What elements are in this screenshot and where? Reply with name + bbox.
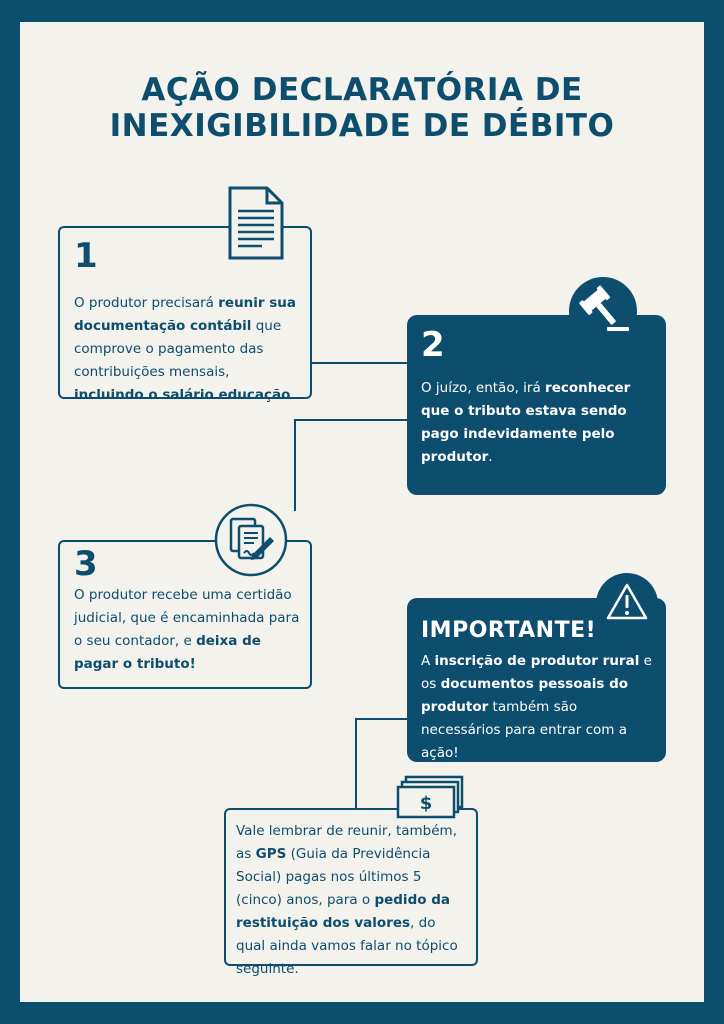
connector-2-3-v — [294, 419, 296, 511]
step-1-number: 1 — [74, 236, 98, 276]
important-heading: IMPORTANTE! — [421, 618, 597, 643]
documents-sign-icon — [214, 503, 288, 581]
connector-imp-h — [355, 718, 408, 720]
warning-icon — [596, 573, 658, 639]
document-icon — [227, 185, 285, 265]
step-1-text: O produtor precisará reunir sua documentação contábil que comprove o pagamento das contribuições mensais, incluindo o salário educação. — [74, 295, 297, 403]
gps-note-text: Vale lembrar de reunir, também, as GPS (Guia da Previdência Social) pagas nos últimos 5 (cinco) anos, para o pedido da restituição dos valores, do qual ainda vamos falar no tópico seguinte. — [236, 823, 458, 977]
svg-text:$: $ — [419, 793, 433, 814]
page-title — [0, 72, 724, 144]
step-3-text: O produtor recebe uma certidão judicial, que é encaminhada para o seu contador, e deixa de pagar o tributo! — [74, 587, 300, 672]
title-line-2: INEXIGIBILIDADE DE DÉBITO — [109, 108, 615, 144]
connector-2-3-h — [294, 419, 408, 421]
step-3-number: 3 — [74, 544, 98, 584]
step-2-number: 2 — [421, 325, 445, 365]
connector-imp-v — [355, 718, 357, 810]
connector-1-2 — [310, 362, 408, 364]
step-2-text: O juízo, então, irá reconhecer que o tributo estava sendo pago indevidamente pelo produtor. — [421, 380, 631, 465]
gps-note-card — [224, 808, 478, 977]
important-text: A inscrição de produtor rural e os documentos pessoais do produtor também são necessários para entrar com a ação! — [421, 653, 652, 761]
title-line-1: AÇÃO DECLARATÓRIA DE — [141, 72, 583, 108]
money-icon — [394, 775, 466, 827]
gavel-icon — [569, 277, 637, 349]
